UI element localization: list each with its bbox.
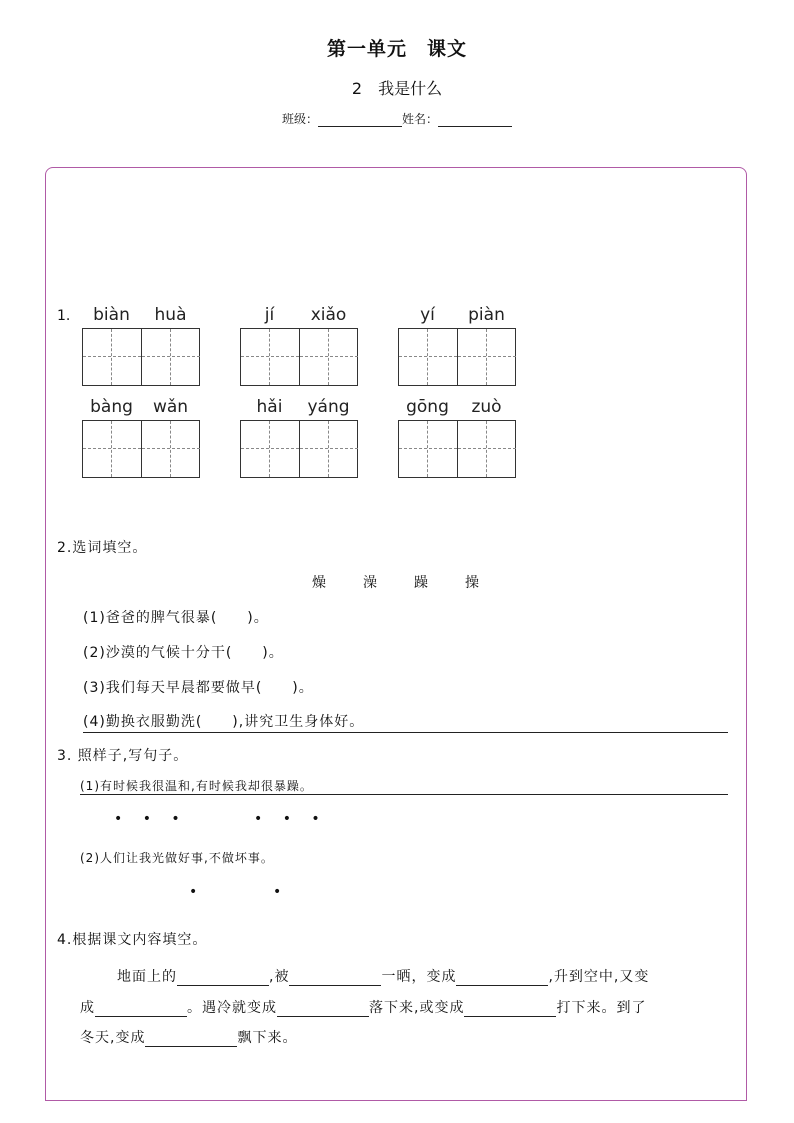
q4-text: ,升到空中,又变: [548, 969, 650, 985]
page-title: 第一单元 课文: [326, 38, 467, 60]
q3-example-2: (2)人们让我光做好事,不做坏事。: [80, 851, 274, 865]
divider-line: [83, 732, 728, 733]
writing-grid[interactable]: [240, 328, 358, 386]
class-blank[interactable]: [318, 114, 402, 127]
pinyin-label: wǎn: [152, 397, 189, 417]
q4-line-2: [80, 997, 646, 1017]
fill-blank[interactable]: [456, 971, 548, 986]
q2-item-1: (1)爸爸的脾气很暴( )。: [83, 610, 269, 626]
pinyin-label: piàn: [468, 305, 505, 325]
emphasis-dots: • • •: [114, 811, 188, 827]
pinyin-label: yí: [420, 305, 435, 325]
q4-text: 。遇冷就变成: [187, 1000, 277, 1016]
name-blank[interactable]: [438, 114, 512, 127]
emphasis-dot: •: [273, 884, 290, 900]
writing-grid[interactable]: [82, 328, 200, 386]
q4-text: 落下来,或变成: [369, 1000, 465, 1016]
q4-text: 飘下来。: [237, 1030, 298, 1046]
q4-text: ,被: [269, 969, 290, 985]
emphasis-dots: • • •: [254, 811, 328, 827]
pinyin-label: zuò: [471, 397, 502, 417]
class-name-row: [0, 110, 794, 127]
pinyin-label: bàng: [90, 397, 133, 417]
q2-word-options: 燥 澡 躁 操: [312, 575, 482, 591]
fill-blank[interactable]: [177, 971, 269, 986]
fill-blank[interactable]: [277, 1002, 369, 1017]
fill-blank[interactable]: [145, 1032, 237, 1047]
q4-text: 成: [80, 1000, 95, 1016]
q4-text: 地面上的: [117, 969, 177, 985]
q2-item-3: (3)我们每天早晨都要做早( )。: [83, 680, 314, 696]
writing-grid[interactable]: [82, 420, 200, 478]
lesson-title: 2 我是什么: [351, 79, 443, 98]
q1-number: 1.: [57, 308, 71, 324]
q3-title: 3. 照样子,写句子。: [57, 748, 189, 764]
q2-item-4: (4)勤换衣服勤洗( ),讲究卫生身体好。: [83, 714, 365, 730]
q4-text: 打下来。到了: [556, 1000, 647, 1016]
q4-title: 4.根据课文内容填空。: [57, 932, 208, 948]
q4-text: 冬天,变成: [80, 1030, 146, 1046]
pinyin-label: biàn: [93, 305, 130, 325]
pinyin-label: hǎi: [256, 397, 283, 417]
pinyin-label: huà: [154, 305, 187, 325]
name-label: 姓名：: [402, 112, 439, 126]
pinyin-label: yáng: [307, 397, 350, 417]
q2-title: 2.选词填空。: [57, 540, 148, 556]
pinyin-label: xiǎo: [310, 305, 347, 325]
q4-line-1: [117, 966, 649, 986]
divider-line: [80, 794, 728, 795]
q4-text: 一晒，变成: [381, 969, 457, 985]
fill-blank[interactable]: [464, 1002, 556, 1017]
emphasis-dot: •: [189, 884, 206, 900]
writing-grid[interactable]: [398, 420, 516, 478]
writing-grid[interactable]: [398, 328, 516, 386]
pinyin-label: gōng: [406, 397, 449, 417]
writing-grid[interactable]: [240, 420, 358, 478]
q4-line-3: [80, 1027, 297, 1047]
q2-item-2: (2)沙漠的气候十分干( )。: [83, 645, 284, 661]
fill-blank[interactable]: [95, 1002, 187, 1017]
pinyin-label: jí: [264, 305, 275, 325]
fill-blank[interactable]: [289, 971, 381, 986]
class-label: 班级：: [281, 112, 318, 126]
q3-example-1: (1)有时候我很温和,有时候我却很暴躁。: [80, 779, 313, 793]
